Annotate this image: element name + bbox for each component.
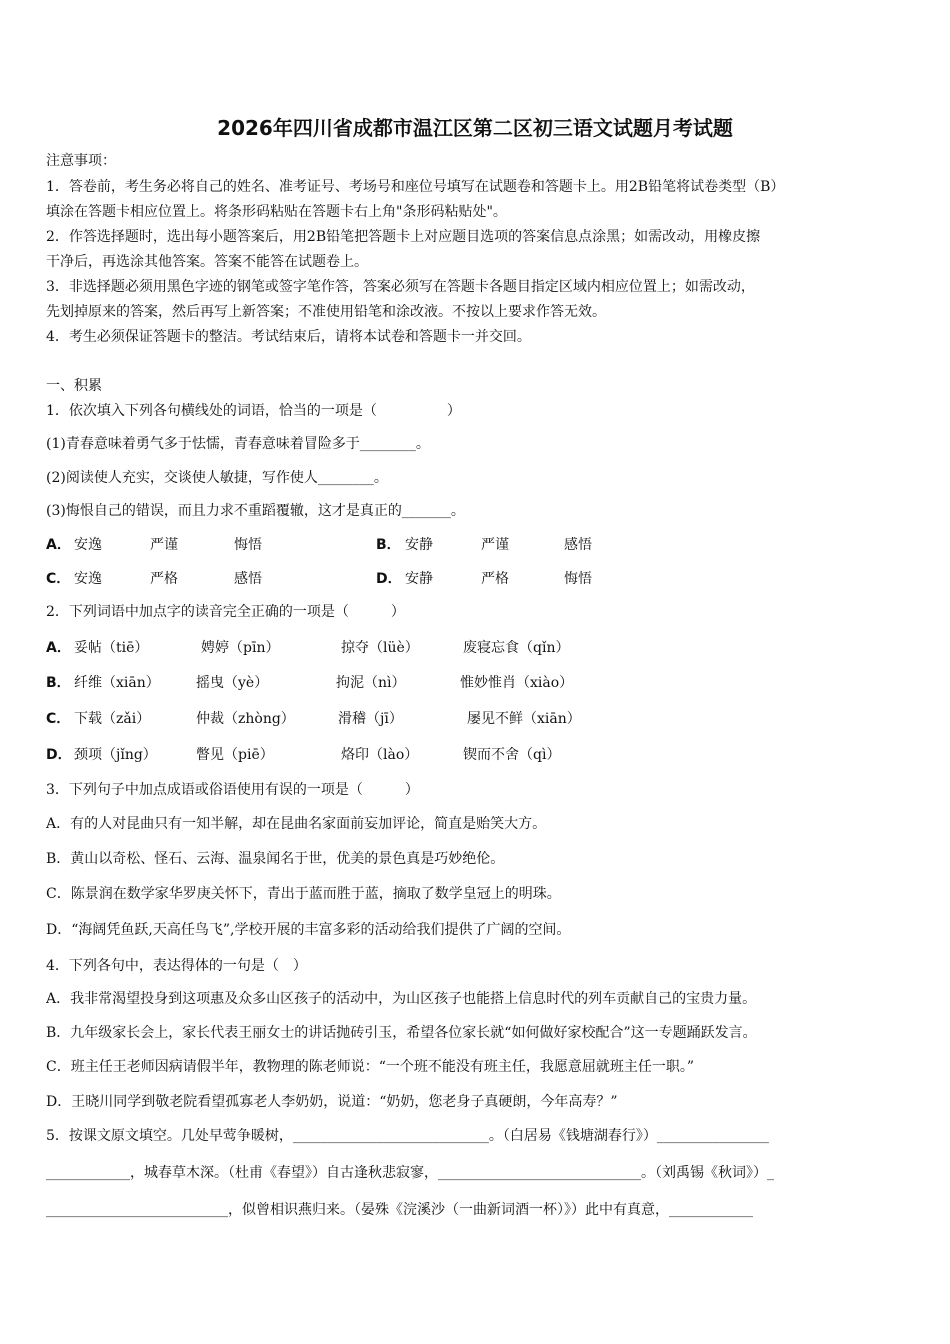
question-4-option-d: D．王晓川同学到敬老院看望孤寡老人李奶奶，说道：“奶奶，您老身子真硬朗，今年高寿？” — [46, 1094, 618, 1110]
option-word: 感悟 — [234, 571, 262, 587]
option-item: 锲而不舍（qì） — [463, 747, 561, 763]
option-word: 安静 — [405, 571, 433, 587]
option-item: 掠夺（lüè） — [341, 640, 419, 656]
option-label: C． — [46, 571, 71, 587]
option-item: 纤维（xiān） — [74, 675, 160, 691]
question-1-sentence-3: (3)悔恨自己的错误，而且力求不重蹈覆辙，这才是真正的_______。 — [46, 503, 465, 519]
option-word: 严谨 — [150, 537, 178, 553]
notice-line: 3．非选择题必须用黑色字迹的钢笔或签字笔作答，答案必须写在答题卡各题目指定区域内相应位置上；如需改动， — [46, 279, 755, 295]
option-word: 悔悟 — [564, 571, 592, 587]
option-item: 摇曳（yè） — [196, 675, 269, 691]
question-3-option-d: D．“海阔凭鱼跃,天高任鸟飞”,学校开展的丰富多彩的活动给我们提供了广阔的空间。 — [46, 922, 571, 938]
notice-line: 4．考生必须保证答题卡的整洁。考试结束后，请将本试卷和答题卡一并交回。 — [46, 329, 531, 345]
question-3-option-a: A．有的人对昆曲只有一知半解，却在昆曲名家面前妄加评论，简直是贻笑大方。 — [46, 816, 547, 832]
option-word: 严格 — [150, 571, 178, 587]
question-4-option-a: A．我非常渴望投身到这项惠及众多山区孩子的活动中，为山区孩子也能搭上信息时代的列车贡献自己的宝贵力量。 — [46, 991, 757, 1007]
option-item: 妥帖（tiē） — [74, 640, 149, 656]
option-item: 屡见不鲜（xiān） — [467, 711, 581, 727]
option-word: 安逸 — [74, 537, 102, 553]
notice-line: 先划掉原来的答案，然后再写上新答案；不准使用铅笔和涂改液。不按以上要求作答无效。 — [46, 304, 606, 320]
option-item: 滑稽（jī） — [338, 711, 403, 727]
page-title: 2026年四川省成都市温江区第二区初三语文试题月考试题 — [217, 116, 733, 140]
question-5-line: ____________，城春草木深。（杜甫《春望》）自古逢秋悲寂寥，_____________________________。（刘禹锡《秋词》）_ — [46, 1165, 774, 1181]
option-label: B． — [46, 675, 71, 691]
option-label: D． — [376, 571, 402, 587]
option-word: 安逸 — [74, 571, 102, 587]
option-item: 拘泥（nì） — [336, 675, 406, 691]
option-item: 烙印（lào） — [341, 747, 419, 763]
question-1-sentence-2: (2)阅读使人充实，交谈使人敏捷，写作使人________。 — [46, 470, 388, 486]
option-word: 严谨 — [481, 537, 509, 553]
notice-line: 干净后，再选涂其他答案。答案不能答在试题卷上。 — [46, 254, 368, 270]
option-label: A． — [46, 640, 71, 656]
option-item: 仲裁（zhòng） — [196, 711, 295, 727]
notice-line: 填涂在答题卡相应位置上。将条形码粘贴在答题卡右上角"条形码粘贴处"。 — [46, 204, 507, 220]
notice-line: 2．作答选择题时，选出每小题答案后，用2B铅笔把答题卡上对应题目选项的答案信息点涂黑；如需改动，用橡皮擦 — [46, 229, 761, 245]
option-item: 瞥见（piē） — [196, 747, 274, 763]
section-heading: 一、积累 — [46, 378, 102, 394]
option-item: 颈项（jǐng） — [74, 747, 157, 763]
option-label: A． — [46, 537, 71, 553]
notice-line: 1．答卷前，考生务必将自己的姓名、准考证号、考场号和座位号填写在试题卷和答题卡上。用2B铅笔将试卷类型（B） — [46, 179, 785, 195]
question-2-stem: 2．下列词语中加点字的读音完全正确的一项是（ ） — [46, 604, 405, 620]
question-5-line: __________________________，似曾相识燕归来。（晏殊《浣溪沙（一曲新词酒一杯）》）此中有真意，____________ — [46, 1202, 753, 1218]
question-1-sentence-1: (1)青春意味着勇气多于怯懦，青春意味着冒险多于________。 — [46, 436, 430, 452]
question-3-option-b: B．黄山以奇松、怪石、云海、温泉闻名于世，优美的景色真是巧妙绝伦。 — [46, 851, 505, 867]
notice-heading: 注意事项： — [46, 153, 116, 169]
question-4-option-b: B．九年级家长会上，家长代表王丽女士的讲话抛砖引玉，希望各位家长就“如何做好家校配合”这一专题踊跃发言。 — [46, 1025, 757, 1041]
question-4-stem: 4．下列各句中，表达得体的一句是（ ） — [46, 958, 307, 974]
option-word: 感悟 — [564, 537, 592, 553]
option-item: 废寝忘食（qǐn） — [463, 640, 570, 656]
question-1-stem: 1．依次填入下列各句横线处的词语，恰当的一项是（ ） — [46, 403, 461, 419]
question-3-stem: 3．下列句子中加点成语或俗语使用有误的一项是（ ） — [46, 782, 419, 798]
option-label: B． — [376, 537, 401, 553]
question-4-option-c: C．班主任王老师因病请假半年，教物理的陈老师说：“一个班不能没有班主任，我愿意屈就班主任一职。” — [46, 1059, 695, 1075]
question-5-line: 5．按课文原文填空。几处早莺争暖树，____________________________。（白居易《钱塘湖春行》）________________ — [46, 1128, 769, 1144]
option-label: D． — [46, 747, 72, 763]
option-word: 悔悟 — [234, 537, 262, 553]
option-word: 安静 — [405, 537, 433, 553]
option-item: 惟妙惟肖（xiào） — [460, 675, 574, 691]
option-label: C． — [46, 711, 71, 727]
option-item: 下载（zǎi） — [74, 711, 151, 727]
option-word: 严格 — [481, 571, 509, 587]
option-item: 娉婷（pīn） — [201, 640, 280, 656]
question-3-option-c: C．陈景润在数学家华罗庚关怀下，青出于蓝而胜于蓝，摘取了数学皇冠上的明珠。 — [46, 886, 561, 902]
